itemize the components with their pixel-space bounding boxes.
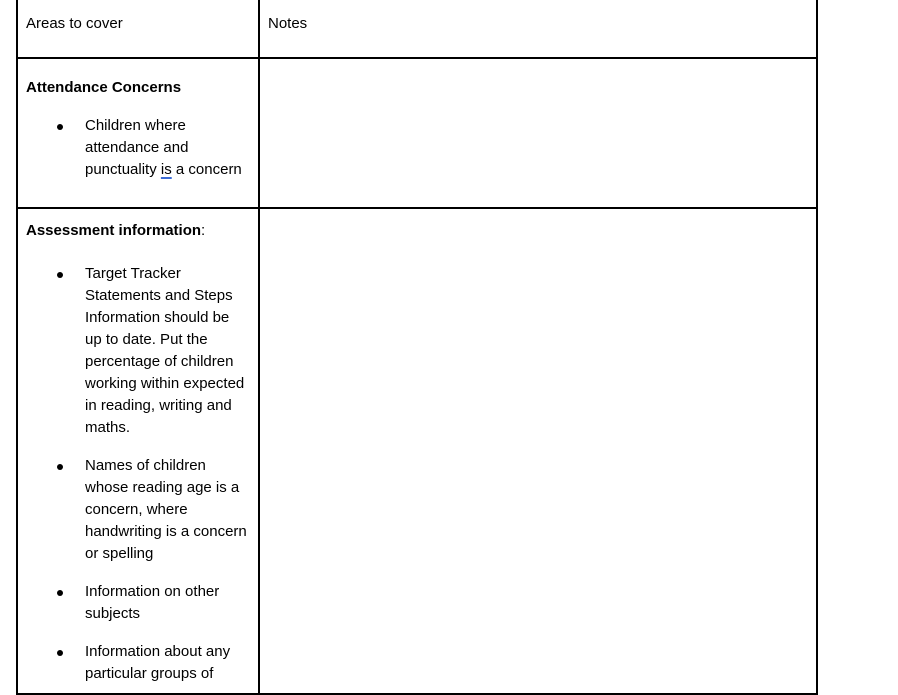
areas-notes-table <box>16 0 818 695</box>
list-item: Information about any particular groups of <box>26 641 250 685</box>
section-title-assessment: Assessment information: <box>26 222 206 239</box>
bullet-icon <box>57 590 63 596</box>
bullet-icon <box>57 272 63 278</box>
attendance-bullet-list <box>26 115 250 181</box>
header-notes-text: Notes <box>268 15 308 32</box>
bullet-icon <box>57 124 63 130</box>
bullet-icon <box>57 650 63 656</box>
header-cell-areas[interactable] <box>17 0 259 58</box>
areas-cell-assessment[interactable] <box>17 208 259 694</box>
notes-cell-attendance[interactable] <box>259 58 817 208</box>
list-item: Information on other subjects <box>26 581 250 625</box>
table-header-row <box>17 0 817 58</box>
notes-cell-assessment[interactable] <box>259 208 817 694</box>
areas-cell-attendance[interactable] <box>17 58 259 208</box>
section-title-attendance: Attendance Concerns <box>26 79 182 96</box>
assessment-bullet-list <box>26 263 250 685</box>
list-item: Children where attendance and punctuality is a concern <box>26 115 250 181</box>
bullet-icon <box>57 464 63 470</box>
table-row-attendance <box>17 58 817 208</box>
list-item: Target Tracker Statements and Steps Information should be up to date. Put the percentage of children working within expected in reading, writing and maths. <box>26 263 250 439</box>
list-item: Names of children whose reading age is a concern, where handwriting is a concern or spelling <box>26 455 250 565</box>
header-areas-text: Areas to cover <box>26 15 123 32</box>
header-cell-notes[interactable] <box>259 0 817 58</box>
spellcheck-flagged-word[interactable]: is <box>160 161 172 178</box>
table-row-assessment <box>17 208 817 694</box>
